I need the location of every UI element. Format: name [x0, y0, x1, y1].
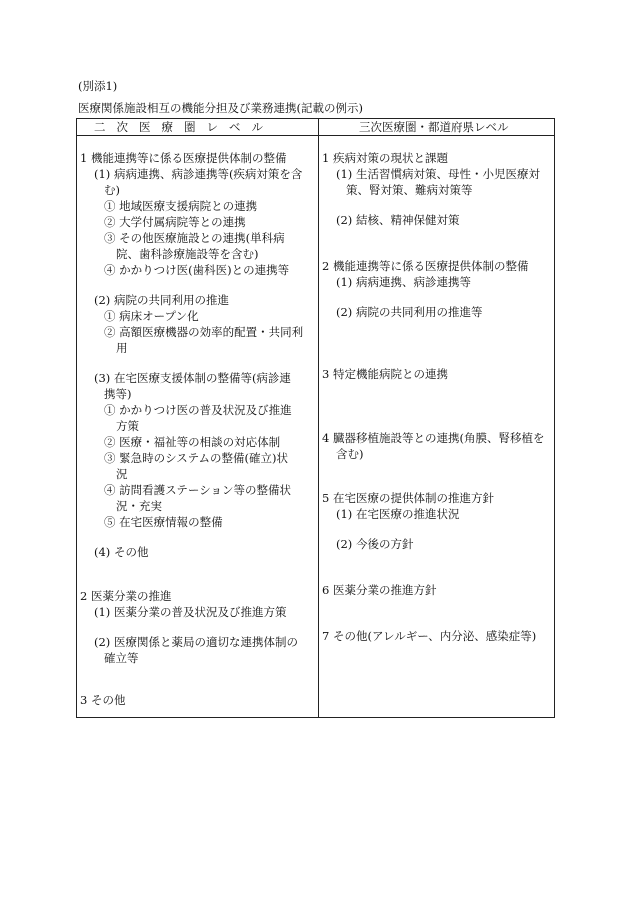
- left-subitem-cont: む): [104, 183, 120, 197]
- left-subitem: (1) 医薬分業の普及状況及び推進方策: [94, 605, 287, 619]
- right-subitem-cont: 策、腎対策、難病対策等: [346, 183, 473, 197]
- left-circled-item: ② 大学付属病院等との連携: [104, 215, 246, 229]
- left-circled-item-cont: 況: [116, 467, 128, 481]
- right-subitem: (1) 病病連携、病診連携等: [336, 275, 471, 289]
- left-subitem-cont: 携等): [104, 387, 132, 401]
- header-left: 二次医療圏レベル: [94, 120, 274, 134]
- right-item-1: 1 疾病対策の現状と課題: [322, 151, 448, 165]
- left-circled-item: ④ 訪問看護ステーション等の整備状: [104, 483, 291, 497]
- right-subitem: (2) 結核、精神保健対策: [336, 213, 460, 227]
- left-subitem: (1) 病病連携、病診連携等(疾病対策を含: [94, 167, 303, 181]
- right-item-5: 5 在宅医療の提供体制の推進方針: [322, 491, 494, 505]
- left-circled-item: ① 病床オープン化: [104, 309, 199, 323]
- column-divider: [318, 119, 319, 717]
- annex-label: (別添1): [78, 79, 118, 93]
- right-item-6: 6 医薬分業の推進方針: [322, 583, 437, 597]
- right-subitem: (2) 病院の共同利用の推進等: [336, 305, 483, 319]
- header-divider: [77, 135, 554, 136]
- right-item-7: 7 その他(アレルギー、内分泌、感染症等): [322, 629, 537, 643]
- left-item-1: 1 機能連携等に係る医療提供体制の整備: [80, 151, 287, 165]
- left-circled-item: ⑤ 在宅医療情報の整備: [104, 515, 223, 529]
- left-circled-item: ④ かかりつけ医(歯科医)との連携等: [104, 263, 290, 277]
- left-circled-item: ③ その他医療施設との連携(単科病: [104, 231, 285, 245]
- left-item-3: 3 その他: [80, 693, 126, 707]
- right-item-4: 4 臓器移植施設等との連携(角膜、腎移植を: [322, 431, 545, 445]
- left-circled-item: ③ 緊急時のシステムの整備(確立)状: [104, 451, 288, 465]
- left-circled-item: ① かかりつけ医の普及状況及び推進: [104, 403, 292, 417]
- left-subitem: (4) その他: [94, 545, 149, 559]
- right-item-3: 3 特定機能病院との連携: [322, 367, 448, 381]
- left-subitem: (3) 在宅医療支援体制の整備等(病診連: [94, 371, 291, 385]
- left-circled-item-cont: 院、歯科診療施設等を含む): [116, 247, 259, 261]
- header-right: 三次医療圏・都道府県レベル: [359, 120, 509, 134]
- left-subitem: (2) 病院の共同利用の推進: [94, 293, 229, 307]
- right-subitem: (2) 今後の方針: [336, 537, 414, 551]
- left-circled-item-cont: 方策: [116, 419, 139, 433]
- document-title: 医療関係施設相互の機能分担及び業務連携(記載の例示): [78, 101, 363, 115]
- left-circled-item: ① 地域医療支援病院との連携: [104, 199, 258, 213]
- left-subitem: (2) 医療関係と薬局の適切な連携体制の: [94, 635, 298, 649]
- right-subitem: (1) 在宅医療の推進状況: [336, 507, 460, 521]
- left-circled-item-cont: 況・充実: [116, 499, 162, 513]
- right-item-cont: 含む): [336, 447, 364, 461]
- left-item-2: 2 医薬分業の推進: [80, 589, 172, 603]
- right-subitem: (1) 生活習慣病対策、母性・小児医療対: [336, 167, 540, 181]
- left-circled-item: ② 医療・福祉等の相談の対応体制: [104, 435, 281, 449]
- left-circled-item-cont: 用: [116, 341, 128, 355]
- right-item-2: 2 機能連携等に係る医療提供体制の整備: [322, 259, 529, 273]
- left-subitem-cont: 確立等: [104, 651, 139, 665]
- left-circled-item: ② 高額医療機器の効率的配置・共同利: [104, 325, 304, 339]
